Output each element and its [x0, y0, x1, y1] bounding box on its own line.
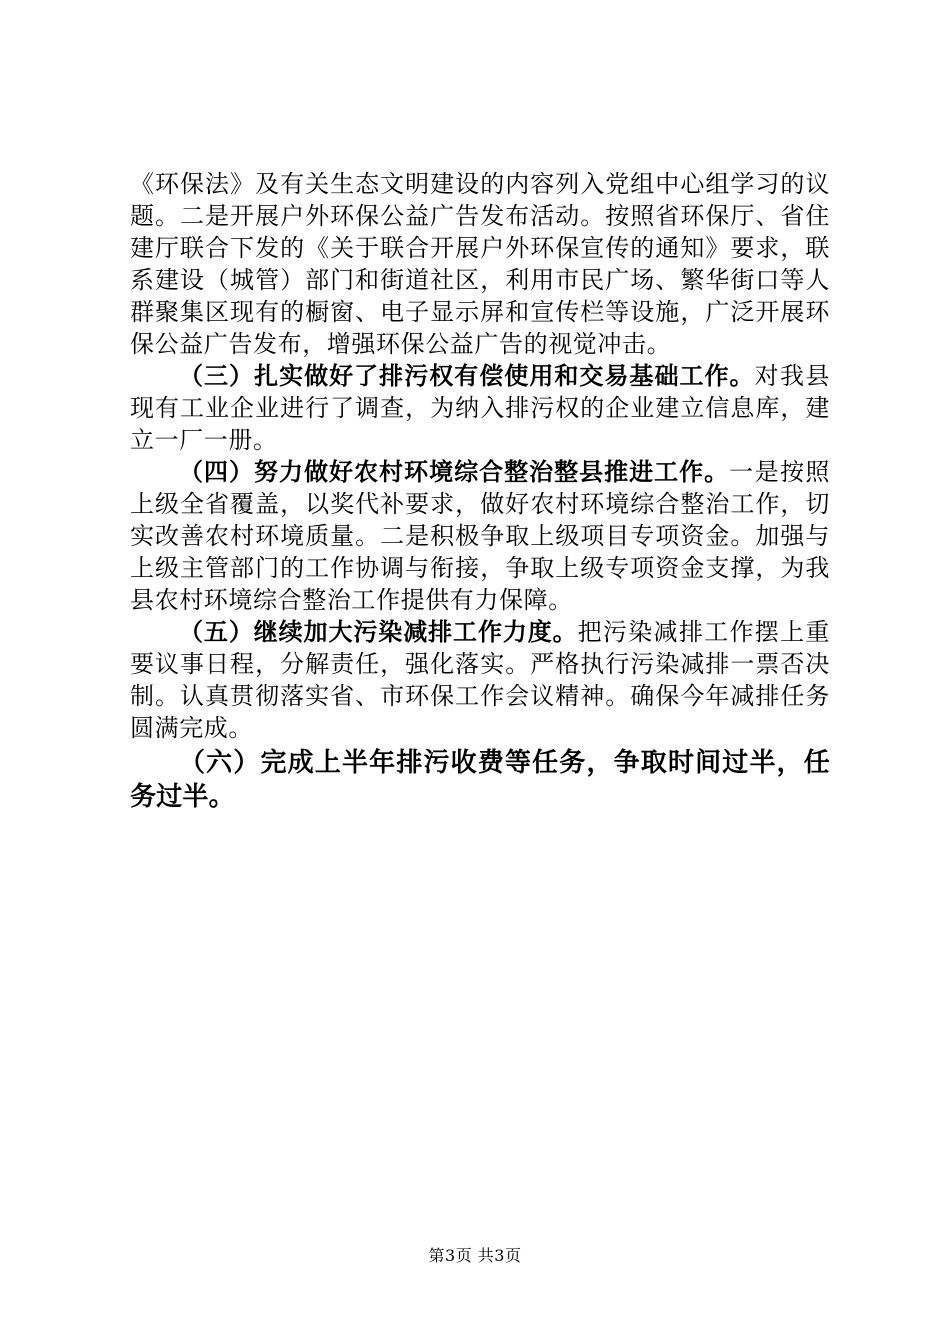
paragraph-text: 把污染减排工作摆上重要议事日程，分解责任，强化落实。严格执行污染减排一票否决制。认真贯彻落实省、市环保工作会议精神。确保今年减排任务圆满完成。 [130, 618, 830, 742]
paragraph-section-3 [130, 360, 830, 456]
page-footer: 第3页 共3页 [428, 1246, 522, 1265]
paragraph-section-5 [130, 616, 830, 744]
paragraph-text: 对我县现有工业企业进行了调查，为纳入排污权的企业建立信息库，建立一厂一册。 [130, 362, 830, 454]
section-heading: （六）完成上半年排污收费等任务，争取时间过半，任务过半。 [130, 748, 830, 812]
document-body [130, 168, 830, 814]
section-heading: （四）努力做好农村环境综合整治整县推进工作。 [179, 458, 730, 486]
paragraph-section-6 [130, 746, 830, 814]
section-heading: （三）扎实做好了排污权有偿使用和交易基础工作。 [179, 362, 755, 390]
paragraph-continuation [130, 168, 830, 360]
paragraph-text: 《环保法》及有关生态文明建设的内容列入党组中心组学习的议题。二是开展户外环保公益广告发布活动。按照省环保厅、省住建厅联合下发的《关于联合开展户外环保宣传的通知》要求，联系建设（城管）部门和街道社区，利用市民广场、繁华街口等人群聚集区现有的橱窗、电子显示屏和宣传栏等设施，广泛开展环保公益广告发布，增强环保公益广告的视觉冲击。 [130, 170, 830, 358]
paragraph-text: 一是按照上级全省覆盖，以奖代补要求，做好农村环境综合整治工作，切实改善农村环境质量。二是积极争取上级项目专项资金。加强与上级主管部门的工作协调与衔接，争取上级专项资金支撑，为我县农村环境综合整治工作提供有力保障。 [130, 458, 830, 614]
section-heading: （五）继续加大污染减排工作力度。 [179, 618, 578, 646]
paragraph-section-4 [130, 456, 830, 616]
